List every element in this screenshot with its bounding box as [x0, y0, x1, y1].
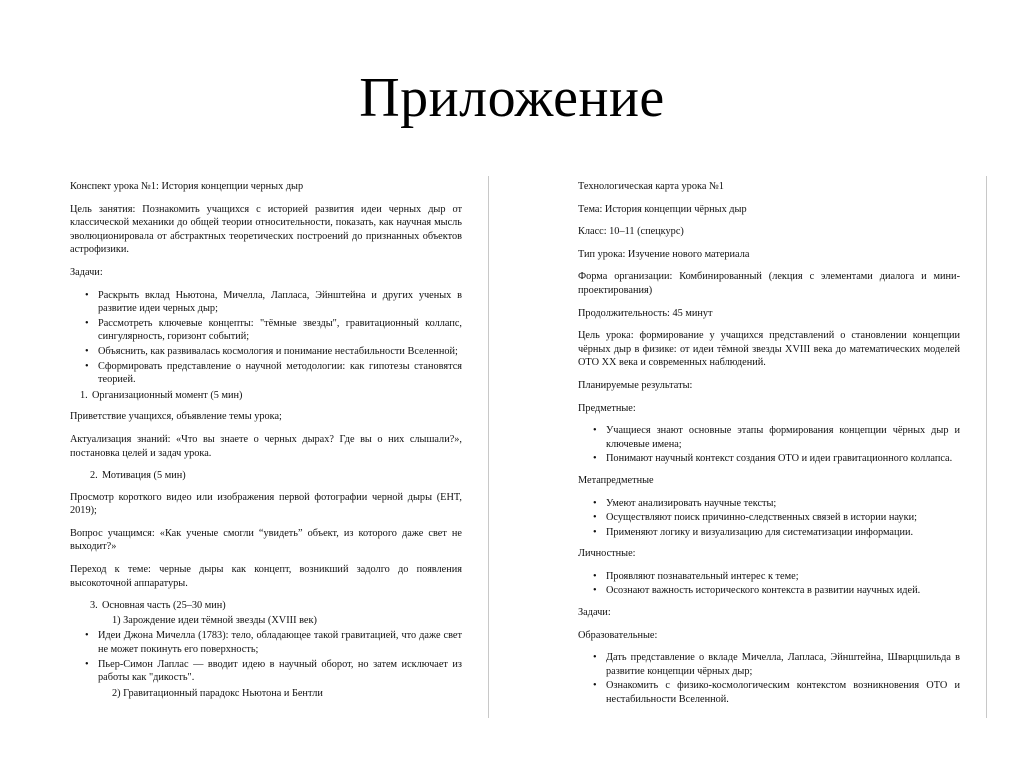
list-item: • Объяснить, как развивалась космология и понимание нестабильности Вселенной;	[98, 345, 462, 359]
personal-results-list	[578, 570, 960, 598]
stage-label: Мотивация (5 мин)	[102, 470, 186, 482]
tasks-list	[70, 289, 462, 387]
main-items-list	[70, 629, 462, 684]
list-item: • Дать представление о вкладе Мичелла, Лапласа, Эйнштейна, Шварцшильда в развитие концепции чёрных дыр;	[606, 651, 960, 678]
lesson-grade: Класс: 10–11 (спецкурс)	[578, 226, 684, 238]
tech-card-heading: Технологическая карта урока №1	[578, 181, 724, 192]
question-text: Вопрос учащимся: «Как ученые смогли “увидеть” объект, из которого даже свет не выходит?»	[70, 527, 462, 553]
stage-3	[70, 599, 462, 613]
list-item: • Проявляют познавательный интерес к теме;	[606, 570, 960, 584]
subject-results-list	[578, 424, 960, 466]
list-item: • Осознают важность исторического контекста в развитии научных идей.	[606, 584, 960, 598]
subject-results-label: Предметные:	[578, 402, 636, 414]
list-item: • Учащиеся знают основные этапы формирования концепции чёрных дыр и ключевые имена;	[606, 424, 960, 451]
list-item: • Сформировать представление о научной методологии: как гипотезы становятся теорией.	[98, 360, 462, 387]
subsection-2: 2) Гравитационный парадокс Ньютона и Бентли	[112, 687, 323, 699]
tasks-label: Задачи:	[578, 607, 611, 619]
list-item: • Осуществляют поиск причинно-следственных связей в истории науки;	[606, 511, 960, 525]
list-item: • Раскрыть вклад Ньютона, Мичелла, Лапласа, Эйнштейна и других ученых в развитие идеи черных дыр;	[98, 289, 462, 316]
page-edge	[986, 176, 987, 718]
lesson-duration: Продолжительность: 45 минут	[578, 307, 713, 319]
tech-card-page	[578, 176, 960, 718]
list-item: • Применяют логику и визуализацию для систематизации информации.	[606, 526, 960, 540]
lesson-goal: Цель занятия: Познакомить учащихся с историей развития идеи черных дыр от классической механики до общей теории относительности, показать, как научная мысль эволюционировала от абстрактных теоретических построений до признанных объектов астрофизики.	[70, 203, 462, 256]
list-item: • Ознакомить с физико-космологическим контекстом возникновения ОТО и нестабильности Вселенной.	[606, 679, 960, 706]
list-item: • Пьер-Симон Лаплас — вводит идею в научный оборот, но затем исключает из работы как "дикость".	[98, 658, 462, 685]
list-item: • Рассмотреть ключевые концепты: "тёмные звезды", гравитационный коллапс, сингулярность, горизонт событий;	[98, 317, 462, 344]
video-text: Просмотр короткого видео или изображения первой фотографии черной дыры (EHT, 2019);	[70, 491, 462, 517]
stage-number: 3.	[90, 600, 98, 612]
list-item: • Идеи Джона Мичелла (1783): тело, обладающее такой гравитацией, что даже свет не может покинуть его поверхность;	[98, 629, 462, 656]
transition-text: Переход к теме: черные дыры как концепт, возникший задолго до появления высокоточной аппаратуры.	[70, 564, 462, 589]
subsection-1: 1) Зарождение идеи тёмной звезды (XVIII век)	[112, 614, 317, 626]
page-divider	[488, 176, 489, 718]
stage-1	[70, 389, 462, 403]
lesson-summary-page	[70, 176, 462, 718]
actualization-text: Актуализация знаний: «Что вы знаете о черных дырах? Где вы о них слышали?», постановка целей и задач урока.	[70, 433, 462, 459]
planned-results-label: Планируемые результаты:	[578, 379, 693, 391]
lesson-summary-heading: Конспект урока №1: История концепции черных дыр	[70, 181, 304, 192]
lesson-type: Тип урока: Изучение нового материала	[578, 248, 750, 260]
list-item: • Понимают научный контекст создания ОТО и идеи гравитационного коллапса.	[606, 452, 960, 466]
educational-list	[578, 651, 960, 706]
personal-results-label: Личностные:	[578, 548, 636, 560]
stage-number: 2.	[90, 470, 98, 482]
meta-results-label: Метапредметные	[578, 474, 654, 486]
stage-label: Организационный момент (5 мин)	[92, 389, 243, 401]
stage-label: Основная часть (25–30 мин)	[102, 600, 226, 612]
slide-title: Приложение	[359, 67, 665, 129]
meta-results-list	[578, 497, 960, 540]
lesson-topic: Тема: История концепции чёрных дыр	[578, 203, 747, 215]
lesson-form: Форма организации: Комбинированный (лекция с элементами диалога и мини-проектирования)	[578, 271, 960, 296]
stage-number: 1.	[80, 389, 88, 401]
list-item: • Умеют анализировать научные тексты;	[606, 497, 960, 511]
stage-2	[70, 469, 462, 483]
educational-label: Образовательные:	[578, 629, 658, 641]
lesson-goal: Цель урока: формирование у учащихся представлений о становлении концепции чёрных дыр в физике: от идеи тёмной звезды XVIII века до математических моделей ОТО XX века и современных наблюдений.	[578, 330, 960, 369]
tasks-label: Задачи:	[70, 266, 103, 278]
greeting-text: Приветствие учащихся, объявление темы урока;	[70, 411, 282, 423]
